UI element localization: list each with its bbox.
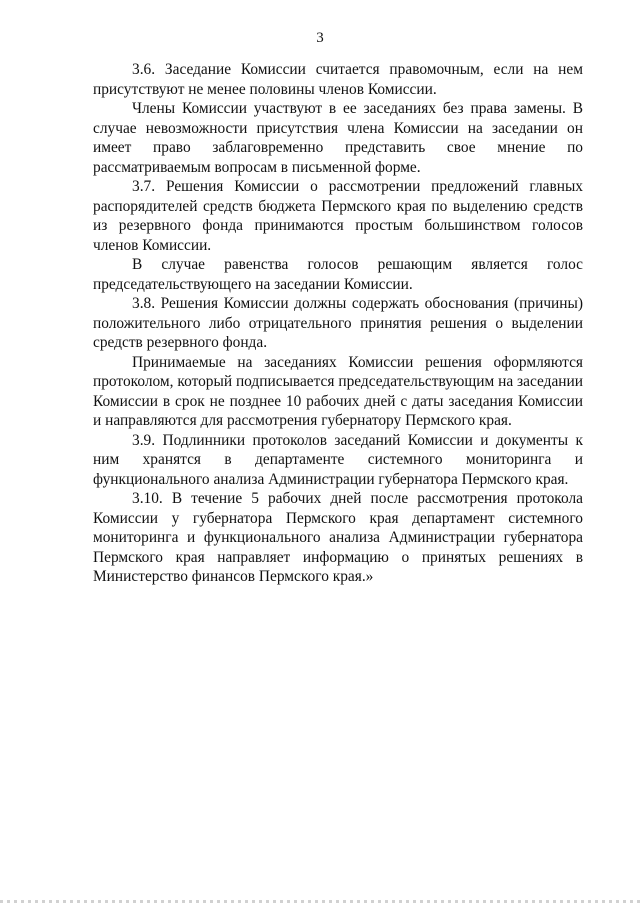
paragraph-protocol: Принимаемые на заседаниях Комиссии решения оформляются протоколом, который подписывается председательствующим на заседании Комиссии в срок не позднее 10 рабочих дней с даты заседания Комиссии и направляются для рассмотрения губернатору Пермского края. [93,353,583,429]
paragraph-3-8: 3.8. Решения Комиссии должны содержать обоснования (причины) положительного либо отрицательного принятия решения о выделении средств резервного фонда. [93,295,583,351]
paragraph-3-7: 3.7. Решения Комиссии о рассмотрении предложений главных распорядителей средств бюджета Пермского края по выделению средств из резервного фонда принимаются простым большинством голосов членов Комиссии. [93,178,583,254]
paragraph-3-6: 3.6. Заседание Комиссии считается правомочным, если на нем присутствуют не менее половины членов Комиссии. [93,61,583,98]
paragraph-members: Члены Комиссии участвуют в ее заседаниях без права замены. В случае невозможности присутствия члена Комиссии на заседании он имеет право заблаговременно представить свое мнение по рассматриваемым вопросам в письменной форме. [93,100,583,176]
paragraph-3-9: 3.9. Подлинники протоколов заседаний Комиссии и документы к ним хранятся в департаменте системного мониторинга и функционального анализа Администрации губернатора Пермского края. [93,431,583,488]
page-number: 3 [316,30,324,46]
document-body [93,60,583,587]
paragraph-equal-votes: В случае равенства голосов решающим является голос председательствующего на заседании Комиссии. [93,256,583,293]
paragraph-3-10: 3.10. В течение 5 рабочих дней после рассмотрения протокола Комиссии у губернатора Пермского края департамент системного мониторинга и функционального анализа Администрации губернатора Пермского края направляет информацию о принятых решениях в Министерство финансов Пермского края.» [93,490,583,585]
scan-artifact-line [0,900,640,903]
